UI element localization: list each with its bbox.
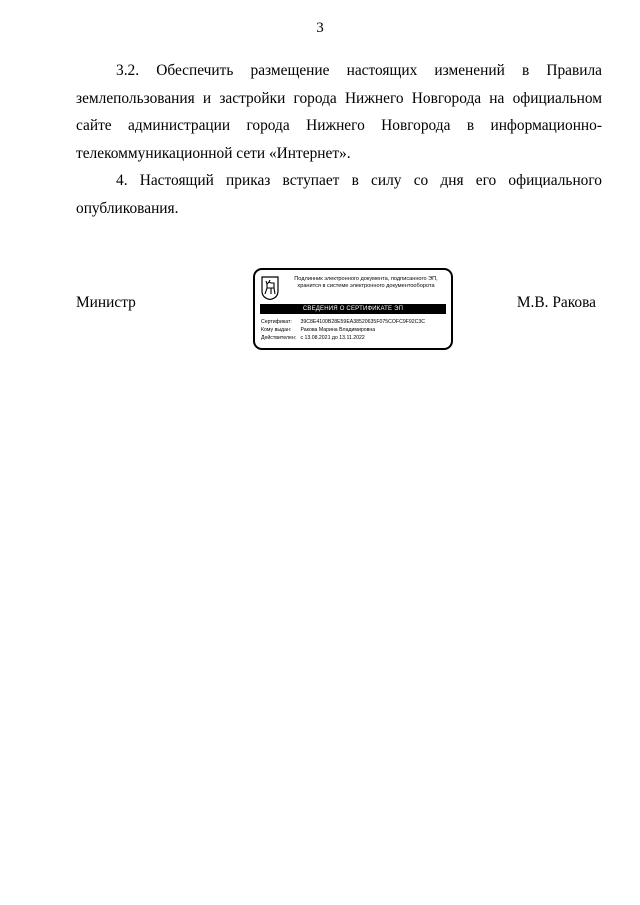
- stamp-details: [261, 319, 447, 342]
- cert-row: [261, 319, 447, 327]
- page-number: 3: [316, 20, 324, 36]
- signer-title: Министр: [76, 294, 136, 311]
- stamp-header-line-2: хранится в системе электронного документооборота: [297, 283, 435, 289]
- nizhny-novgorod-deer-emblem-icon: [261, 276, 279, 300]
- issued-to-value: Ракова Марина Владимировна: [300, 326, 376, 333]
- issued-to-label: Кому выдан:: [261, 326, 292, 333]
- cert-label: Сертификат:: [261, 319, 292, 325]
- paragraph-4: 4. Настоящий приказ вступает в силу со дня его официального опубликования.: [76, 172, 602, 217]
- document-body: [76, 57, 602, 222]
- electronic-signature-stamp: [253, 268, 453, 350]
- paragraph-3-2: 3.2. Обеспечить размещение настоящих изменений в Правила землепользования и застройки города Нижнего Новгорода на официальном сайте администрации города Нижнего Новгорода в информационно-телекоммуникационной сети «Интернет».: [76, 62, 602, 162]
- signature-block: [76, 268, 596, 354]
- stamp-header: [283, 276, 449, 290]
- issued-to-row: [261, 327, 447, 335]
- signer-name: М.В. Ракова: [516, 294, 596, 311]
- valid-row: [261, 335, 447, 343]
- valid-value: с 13.08.2021 до 13.11.2022: [300, 334, 365, 341]
- valid-label: Действителен:: [261, 334, 297, 341]
- stamp-header-line-1: Подлинник электронного документа, подписанного ЭП,: [294, 276, 438, 282]
- cert-value: 39C8E4100B28E59EA38520635F075COFC9F92C3C: [300, 319, 426, 325]
- stamp-banner: СВЕДЕНИЯ О СЕРТИФИКАТЕ ЭП: [260, 304, 446, 314]
